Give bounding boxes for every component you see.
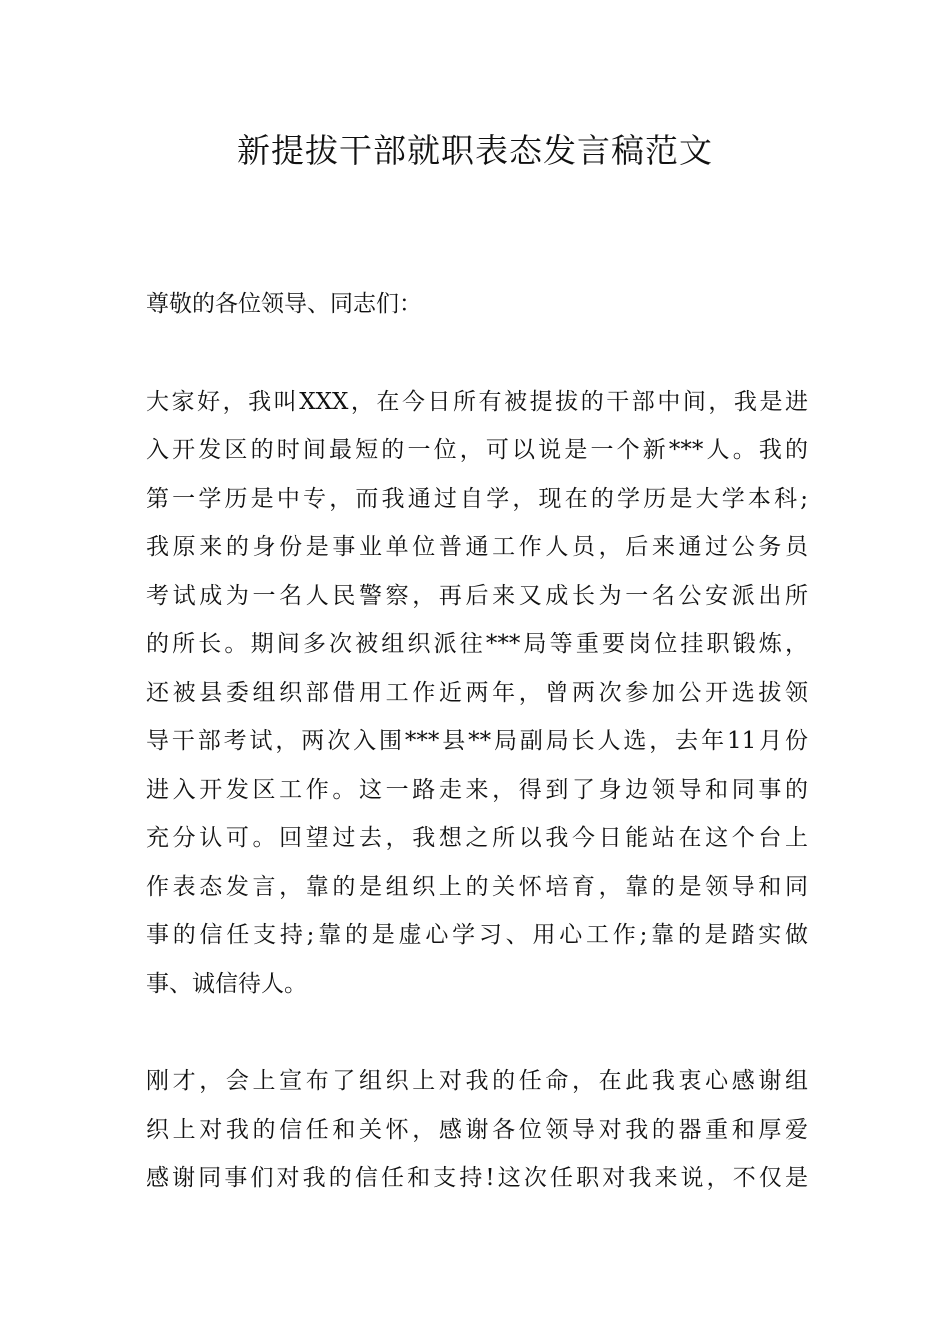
paragraph-line: 考试成为一名人民警察，再后来又成长为一名公安派出所 [146, 582, 808, 609]
paragraph-line: 第一学历是中专，而我通过自学，现在的学历是大学本科; [146, 485, 808, 512]
paragraph-line: 充分认可。回望过去，我想之所以我今日能站在这个台上 [146, 825, 808, 851]
paragraph-line: 作表态发言，靠的是组织上的关怀培育，靠的是领导和同 [146, 873, 808, 900]
paragraph-line: 大家好，我叫XXX，在今日所有被提拔的干部中间，我是进 [146, 388, 808, 415]
paragraph-line: 入开发区的时间最短的一位，可以说是一个新***人。我的 [146, 437, 808, 463]
paragraph-line: 事的信任支持;靠的是虚心学习、用心工作;靠的是踏实做 [146, 922, 808, 948]
document-body [146, 280, 808, 1203]
paragraph-line: 导干部考试，两次入围***县**局副局长人选，去年11月份 [146, 728, 808, 754]
paragraph-line: 刚才，会上宣布了组织上对我的任命，在此我衷心感谢组 [146, 1068, 808, 1094]
paragraph-line: 我原来的身份是事业单位普通工作人员，后来通过公务员 [146, 534, 808, 560]
document-title: 新提拔干部就职表态发言稿范文 [237, 131, 713, 170]
paragraph-line: 进入开发区工作。这一路走来，得到了身边领导和同事的 [146, 776, 808, 803]
salutation: 尊敬的各位领导、同志们： [146, 291, 422, 317]
paragraph-spacer [146, 1008, 808, 1057]
paragraph-line: 还被县委组织部借用工作近两年，曾两次参加公开选拔领 [146, 679, 808, 706]
paragraph-2 [146, 1057, 808, 1203]
paragraph-line: 感谢同事们对我的信任和支持!这次任职对我来说，不仅是 [146, 1165, 808, 1191]
paragraph-1 [146, 378, 808, 1009]
paragraph-line: 事、诚信待人。 [146, 970, 307, 997]
paragraph-spacer [146, 329, 808, 378]
paragraph-line: 织上对我的信任和关怀，感谢各位领导对我的器重和厚爱 [146, 1116, 808, 1143]
paragraph-line: 的所长。期间多次被组织派往***局等重要岗位挂职锻炼， [146, 631, 808, 657]
